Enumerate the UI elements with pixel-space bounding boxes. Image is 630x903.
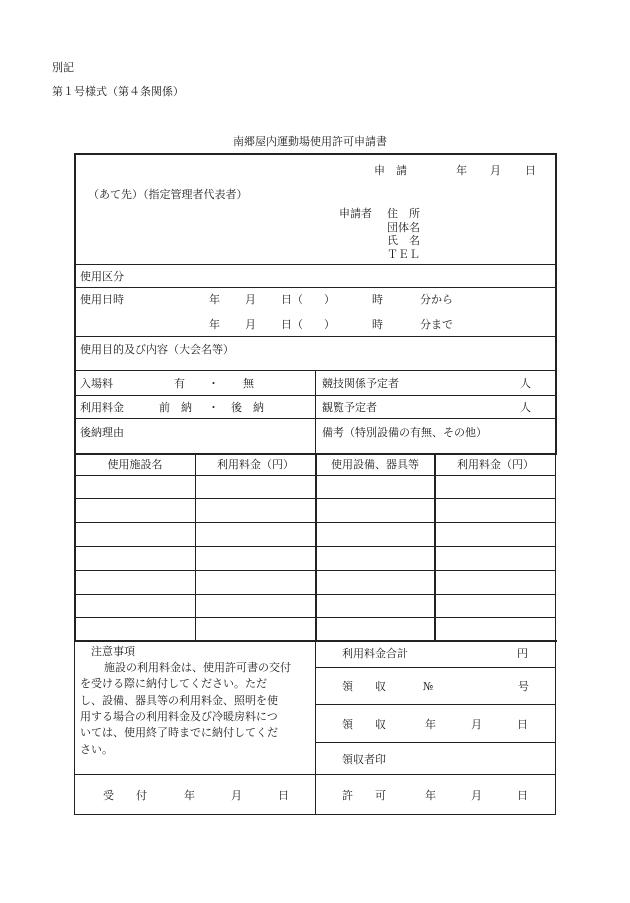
receiver-seal-label: 領収者印 [342,753,386,766]
notes-line: し、設備、器具等の利用料金、照明を使 [80,694,278,707]
apply-year-unit: 年 [456,164,467,177]
receipt-number-unit: 号 [518,680,529,693]
accepted-day-unit: 日 [278,789,289,802]
notes-line: さい。 [80,743,113,756]
entrance-fee-separator: ・ [208,377,219,390]
end-year-unit: 年 [209,318,220,331]
usage-category-label: 使用区分 [80,270,124,283]
entrance-fee-no: 無 [243,377,254,390]
apply-month-unit: 月 [490,164,501,177]
entrance-fee-yes: 有 [174,377,185,390]
prepay-option: 前 納 [159,401,192,414]
permitted-day-unit: 日 [517,789,528,802]
accepted-month-unit: 月 [231,789,242,802]
payment-separator: ・ [208,401,219,414]
receipt-number-label: 領 収 [342,680,386,693]
competitors-label: 競技関係予定者 [322,377,399,390]
applicant-label: 申請者 [339,207,372,220]
notes-line: を受ける際に納付してください。ただ [80,677,267,690]
total-fee-label: 利用料金合計 [342,647,408,660]
notes-line: 用する場合の利用料金及び冷暖房料につ [80,710,278,723]
start-month-unit: 月 [245,293,256,306]
start-day-open: 日（ [281,293,303,306]
purpose-label: 使用目的及び内容（大会名等） [80,343,234,356]
address-label: 住 所 [387,207,420,220]
received-date-label: 領 収 [342,718,386,731]
apply-label: 申 請 [374,164,407,177]
appendix-label: 別記 [52,61,74,74]
permitted-label: 許 可 [342,789,386,802]
received-year-unit: 年 [425,718,436,731]
form-title: 南郷屋内運動場使用許可申請書 [233,135,387,148]
addressee-label: （あて先）（指定管理者代表者） [88,188,248,201]
accepted-label: 受 付 [103,789,147,802]
end-month-unit: 月 [245,318,256,331]
usage-datetime-label: 使用日時 [80,293,124,306]
entrance-fee-label: 入場料 [80,377,113,390]
start-year-unit: 年 [209,293,220,306]
postpay-reason-label: 後納理由 [80,426,124,439]
start-from-label: 分から [420,293,453,306]
spectators-label: 観覧予定者 [322,401,377,414]
form-number: 第１号様式（第４条関係） [52,85,184,98]
end-until-label: 分まで [420,318,453,331]
start-hour-unit: 時 [372,293,383,306]
usage-fee-label: 利用料金 [80,401,124,414]
received-day-unit: 日 [517,718,528,731]
receipt-number-mark: № [423,680,434,693]
end-day-close: ） [324,318,335,331]
permitted-month-unit: 月 [471,789,482,802]
notes-line: 施設の利用料金は、使用許可書の交付 [104,661,291,674]
total-fee-unit: 円 [517,647,528,660]
notes-title: 注意事項 [91,645,135,658]
end-hour-unit: 時 [372,318,383,331]
facility-name-header: 使用施設名 [107,458,163,471]
applicant-name-label: 氏 名 [387,234,420,247]
equipment-fee-header: 利用料金（円） [457,458,534,471]
remarks-label: 備考（特別設備の有無、その他） [322,426,487,439]
group-name-label: 団体名 [387,221,420,234]
facility-fee-header: 利用料金（円） [217,458,294,471]
apply-day-unit: 日 [525,164,536,177]
postpay-option: 後 納 [231,401,264,414]
start-day-close: ） [324,293,335,306]
accepted-year-unit: 年 [184,789,195,802]
permitted-year-unit: 年 [425,789,436,802]
competitors-unit: 人 [520,377,531,390]
received-month-unit: 月 [471,718,482,731]
tel-label: ＴＥＬ [387,248,420,261]
equipment-header: 使用設備、器具等 [331,458,419,471]
spectators-unit: 人 [520,401,531,414]
notes-line: いては、使用終了時までに納付してくだ [80,726,278,739]
end-day-open: 日（ [281,318,303,331]
